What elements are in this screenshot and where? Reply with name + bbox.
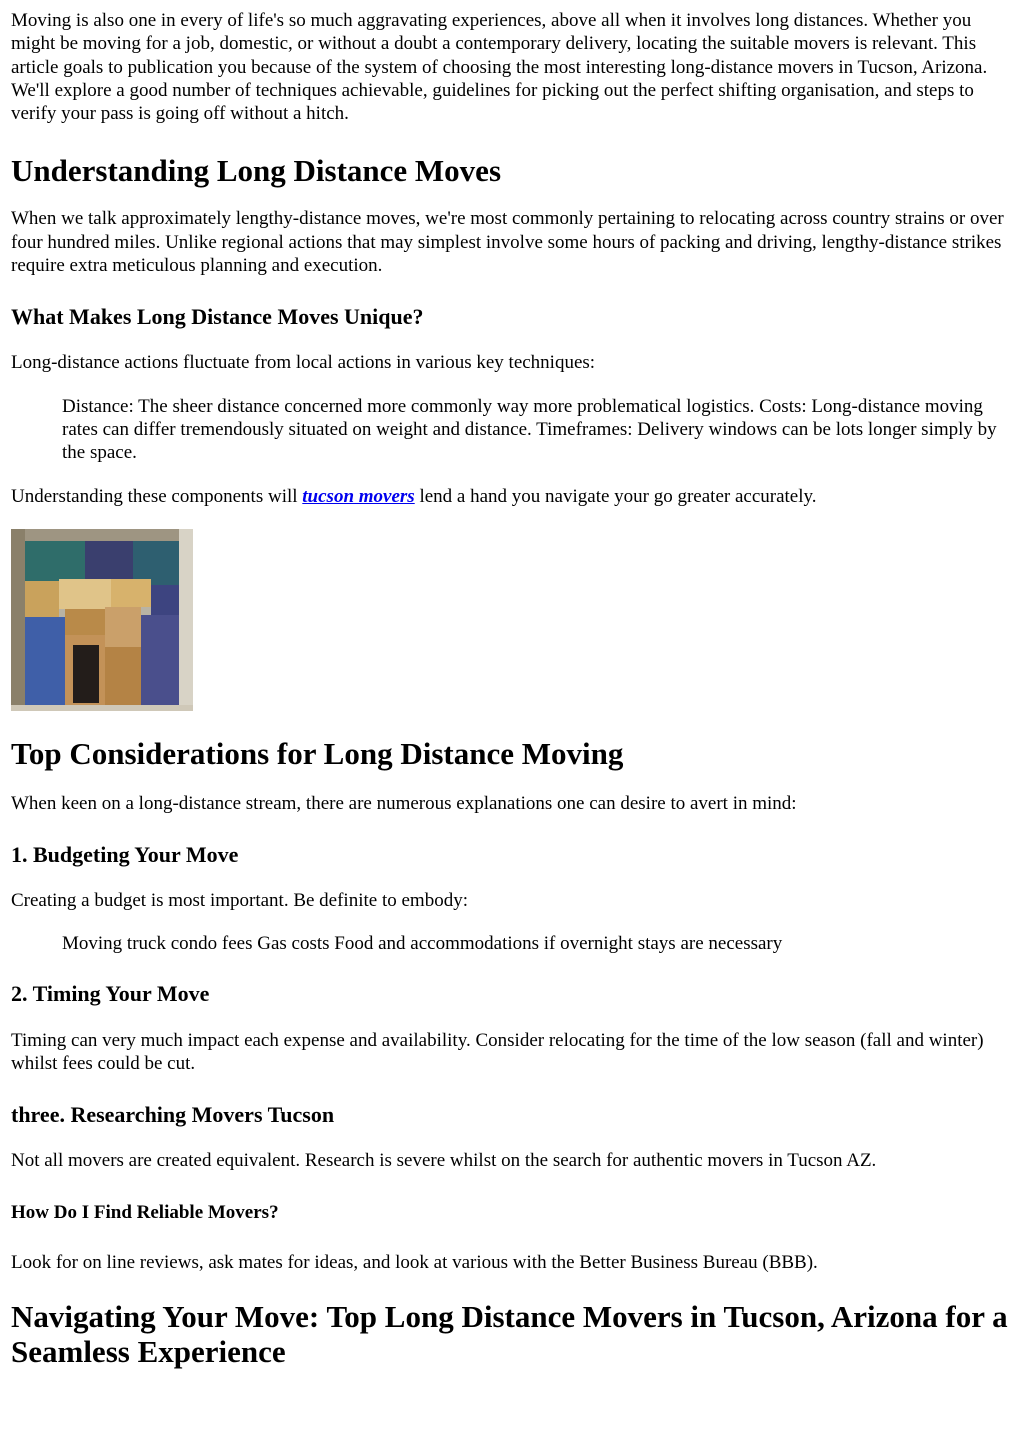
budgeting-paragraph: Creating a budget is most important. Be definite to embody: — [11, 890, 468, 912]
research-paragraph: Not all movers are created equivalent. Research is severe whilst on the search for authentic movers in Tucson AZ. — [11, 1150, 877, 1172]
unique-paragraph: Long-distance actions fluctuate from local actions in various key techniques: — [11, 352, 596, 374]
heading-timing: 2. Timing Your Move — [11, 980, 210, 1006]
find-movers-paragraph: Look for on line reviews, ask mates for ideas, and look at various with the Better Business Bureau (BBB). — [11, 1251, 818, 1273]
heading-understanding: Understanding Long Distance Moves — [11, 153, 502, 189]
understanding-paragraph: When we talk approximately lengthy-distance moves, we're most commonly pertaining to relocating across country strains or over four hundred miles. Unlike regional actions that may simplest involve some hours of packing and driving, lengthy-distance strikes require extra meticulous planning and execution. — [11, 208, 1004, 277]
intro-paragraph: Moving is also one in every of life's so much aggravating experiences, above all when it involves long distances. Whether you might be moving for a job, domestic, or without a doubt a contemporary delivery, locating the suitable movers is relevant. This article goals to publication you because of the system of choosing the most interesting long-distance movers in Tucson, Arizona. We'll explore a good number of techniques achievable, guidelines for picking out the perfect shifting organisation, and steps to verify your pass is going off without a hitch. — [11, 10, 988, 125]
heading-unique: What Makes Long Distance Moves Unique? — [11, 304, 424, 330]
heading-navigating: Navigating Your Move: Top Long Distance Movers in Tucson, Arizona for a Seamless Experience — [11, 1298, 1008, 1369]
heading-find-movers: How Do I Find Reliable Movers? — [11, 1201, 279, 1223]
considerations-paragraph: When keen on a long-distance stream, there are numerous explanations one can desire to avert in mind: — [11, 792, 797, 814]
unique-quote: Distance: The sheer distance concerned more commonly way more problematical logistics. Costs: Long-distance moving rates can differ tremendously situated on weight and distance. Timeframes: Delivery windows can be lots longer simply by the space. — [62, 395, 997, 464]
tucson-movers-link[interactable]: tucson movers — [302, 485, 415, 507]
link-sentence — [11, 485, 1013, 508]
budgeting-quote: Moving truck condo fees Gas costs Food and accommodations if overnight stays are necessary — [62, 933, 783, 955]
link-sentence-after: lend a hand you navigate your go greater accurately. — [414, 485, 817, 507]
heading-budgeting: 1. Budgeting Your Move — [11, 842, 239, 868]
timing-paragraph: Timing can very much impact each expense and availability. Consider relocating for the time of the low season (fall and winter) whilst fees could be cut. — [11, 1029, 984, 1075]
heading-considerations: Top Considerations for Long Distance Moving — [11, 735, 624, 771]
link-sentence-before: Understanding these components will — [11, 485, 303, 507]
moving-truck-photo — [11, 529, 193, 711]
heading-research: three. Researching Movers Tucson — [11, 1102, 335, 1128]
